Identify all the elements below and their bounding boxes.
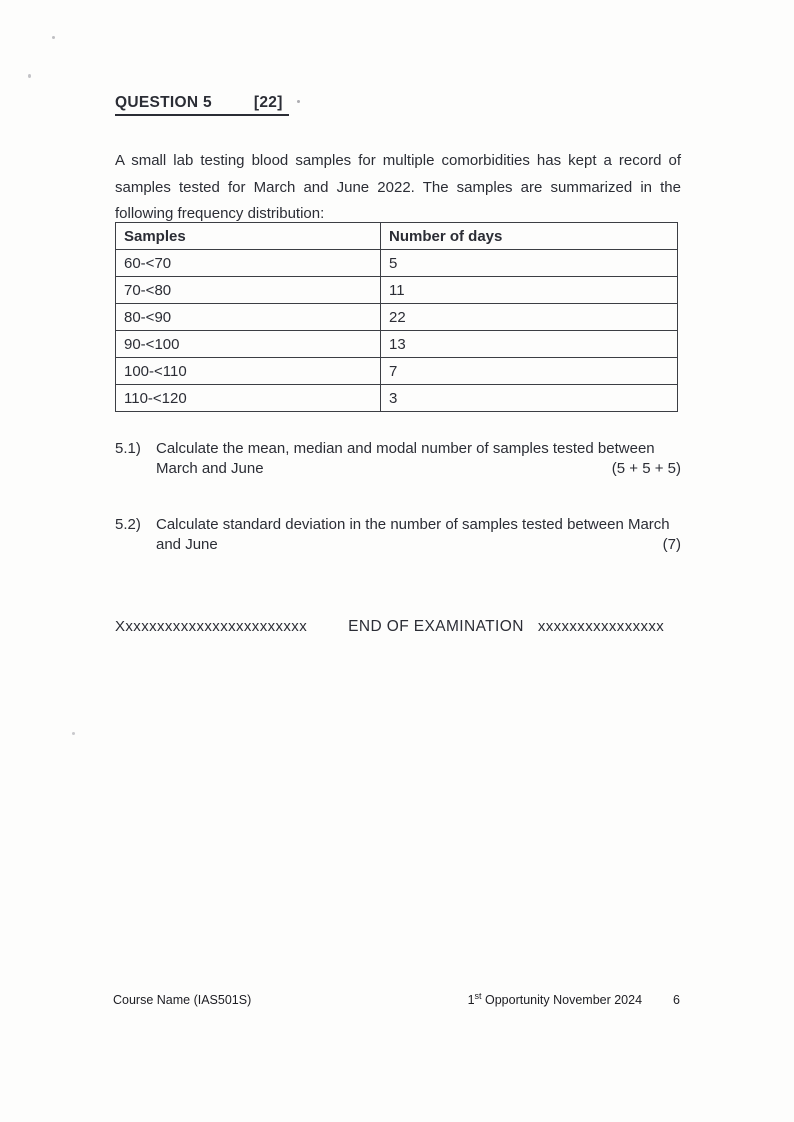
days-count-cell: 11 — [381, 277, 678, 304]
question-title: QUESTION 5 — [115, 94, 212, 111]
days-count-cell: 7 — [381, 358, 678, 385]
table-row — [116, 277, 678, 304]
question-total-marks: [22] — [253, 94, 283, 111]
scan-speck — [297, 100, 300, 103]
table-row — [116, 304, 678, 331]
filler-x-left: Xxxxxxxxxxxxxxxxxxxxxxxx — [115, 618, 308, 635]
question-5-1 — [115, 439, 681, 478]
end-of-examination-line — [115, 618, 681, 636]
samples-range-cell: 70-<80 — [116, 277, 381, 304]
days-count-cell: 22 — [381, 304, 678, 331]
samples-range-cell: 100-<110 — [116, 358, 381, 385]
samples-range-cell: 110-<120 — [116, 385, 381, 412]
question-heading — [115, 94, 289, 116]
question-number: 5.1) — [115, 440, 141, 457]
scan-speck — [28, 74, 31, 78]
samples-range-cell: 90-<100 — [116, 331, 381, 358]
days-count-cell: 13 — [381, 331, 678, 358]
question-marks: (5 + 5 + 5) — [611, 459, 681, 477]
question-text-line1: Calculate standard deviation in the number of samples tested between March — [156, 516, 670, 533]
question-text-line2: and June — [156, 535, 218, 553]
table-row — [116, 358, 678, 385]
end-of-examination-label: END OF EXAMINATION — [348, 618, 524, 635]
filler-x-right: xxxxxxxxxxxxxxxx — [537, 618, 665, 635]
question-number: 5.2) — [115, 516, 141, 533]
table-row — [116, 331, 678, 358]
column-header-samples: Samples — [116, 223, 381, 250]
ordinal-superscript: st — [474, 990, 482, 1001]
question-text-line2: March and June — [156, 459, 264, 477]
days-count-cell: 5 — [381, 250, 678, 277]
question-5-2 — [115, 515, 681, 554]
footer-opportunity: 1st Opportunity November 2024 — [467, 990, 643, 1007]
question-text-line1: Calculate the mean, median and modal number of samples tested between — [156, 440, 655, 457]
question-intro-paragraph: A small lab testing blood samples for multiple comorbidities has kept a record of samples tested for March and June 2022. The samples are summarized in the following frequency distribution: — [115, 152, 681, 222]
table-row — [116, 385, 678, 412]
scan-speck — [52, 36, 55, 39]
frequency-distribution-table — [115, 222, 678, 412]
table-header-row — [116, 223, 678, 250]
question-marks: (7) — [662, 535, 681, 553]
scan-speck — [72, 732, 75, 735]
footer-course-name: Course Name (IAS501S) — [113, 993, 252, 1007]
samples-range-cell: 60-<70 — [116, 250, 381, 277]
days-count-cell: 3 — [381, 385, 678, 412]
page-footer — [113, 990, 680, 1007]
footer-page-number: 6 — [673, 993, 680, 1007]
samples-range-cell: 80-<90 — [116, 304, 381, 331]
column-header-number-of-days: Number of days — [381, 223, 678, 250]
table-row — [116, 250, 678, 277]
